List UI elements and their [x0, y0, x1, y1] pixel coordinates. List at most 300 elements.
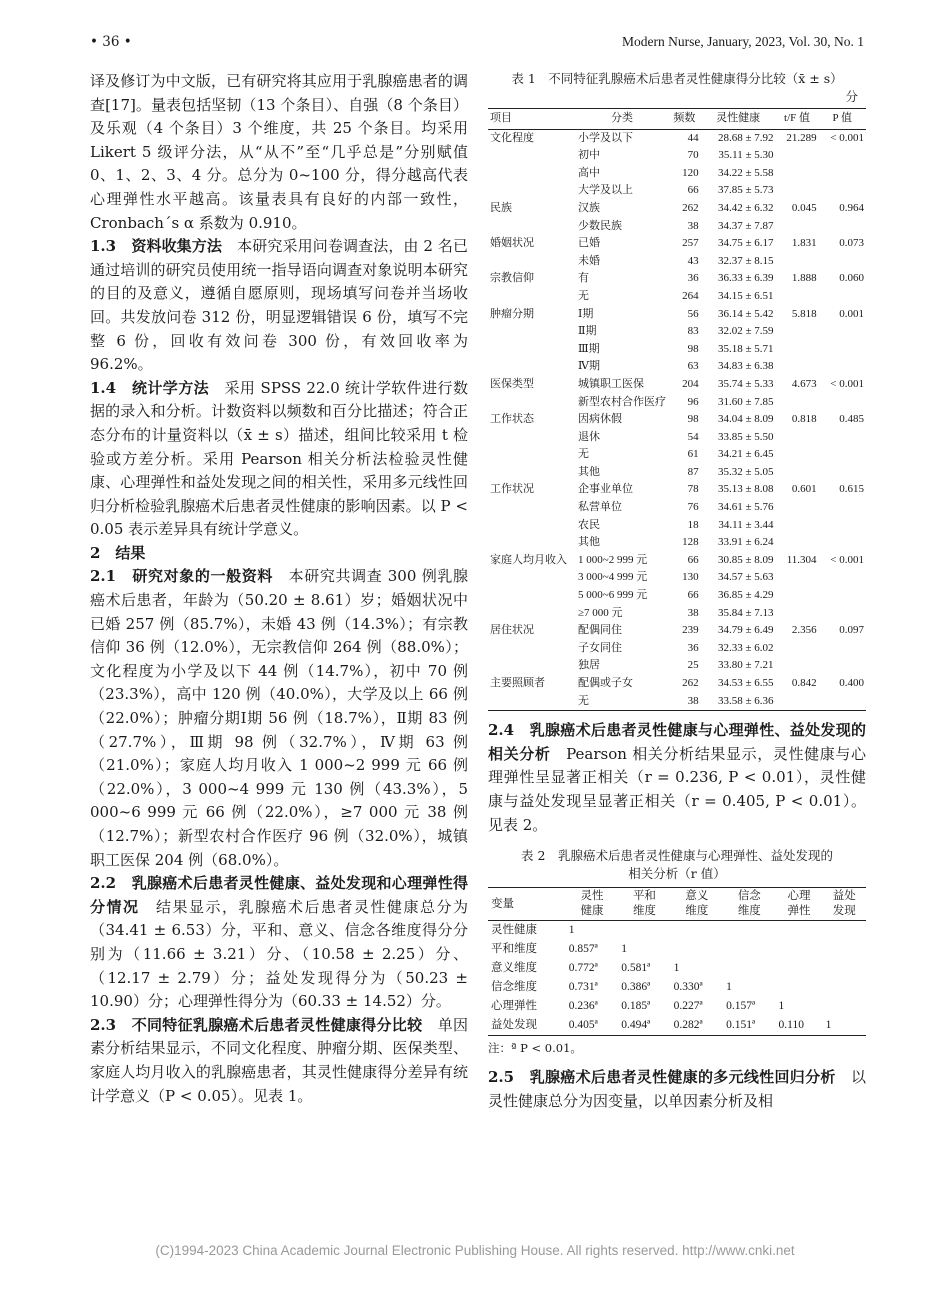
table1-header-cell: 灵性健康 [701, 109, 776, 130]
table-row [488, 587, 866, 605]
table1-cell [776, 517, 819, 535]
table1-cell [819, 464, 866, 482]
table1-cell: 34.83 ± 6.38 [717, 360, 774, 373]
table2-cell: 0.157ª [726, 1000, 756, 1013]
table1-cell [488, 464, 576, 482]
table1-cell [776, 693, 819, 711]
table-row [488, 235, 866, 253]
table1-cell: 无 [578, 448, 589, 461]
table1-caption-text: 表 1 不同特征乳腺癌术后患者灵性健康得分比较（x̄ ± s） [511, 71, 843, 86]
table1-cell [776, 218, 819, 236]
table1-cell: 无 [578, 289, 589, 302]
table1-cell: 98 [687, 342, 699, 355]
table1-cell: 2.356 [791, 624, 817, 637]
table1-cell: 66 [687, 553, 699, 566]
table-row [488, 411, 866, 429]
table1-cell: < 0.001 [830, 553, 864, 566]
table2-cell: 1 [673, 962, 680, 975]
section-heading: 2.5 乳腺癌术后患者灵性健康的多元线性回归分析 [488, 1068, 836, 1087]
table1-header-cell: P 值 [819, 109, 866, 130]
table1-cell: 退休 [578, 430, 600, 443]
paragraph [90, 565, 468, 872]
section-heading: 2.2 乳腺癌术后患者灵性健康、益处发现和心理弹性得分情况 [90, 874, 468, 916]
section-2-5 [488, 1066, 866, 1113]
table1-cell [776, 429, 819, 447]
table-row [488, 165, 866, 183]
table1-cell: 35.32 ± 5.05 [717, 465, 774, 478]
table2-header-cell: 心理 弹性 [776, 888, 823, 921]
table1-cell [819, 358, 866, 376]
table-row [488, 569, 866, 587]
table1-cell: 34.11 ± 3.44 [718, 518, 774, 531]
table2-caption-line1: 表 2 乳腺癌术后患者灵性健康与心理弹性、益处发现的 [521, 848, 833, 864]
table2-cell [618, 921, 670, 941]
table1-cell [488, 429, 576, 447]
table1-cell [819, 165, 866, 183]
table1-cell: 城镇职工医保 [578, 377, 644, 390]
table-row [488, 429, 866, 447]
table1-cell [819, 499, 866, 517]
section-heading: 2 结果 [90, 543, 146, 562]
table1-cell: 1 000~2 999 元 [578, 553, 648, 566]
table2-cell [823, 959, 866, 978]
table1-cell: 少数民族 [578, 219, 622, 232]
table2-cell: 0.110 [778, 1019, 804, 1032]
table1-cell [776, 341, 819, 359]
table-row [488, 200, 866, 218]
table-row [488, 270, 866, 288]
table1-cell: 35.11 ± 5.30 [718, 149, 774, 162]
table1-cell: 宗教信仰 [490, 272, 534, 285]
table1-cell [488, 323, 576, 341]
table1-cell: 36 [687, 641, 699, 654]
table1-header-cell: 频数 [668, 109, 701, 130]
table2-cell: 1 [621, 943, 627, 956]
paragraph [90, 542, 468, 566]
table1-header-cell: 项目 [488, 109, 576, 130]
table1-cell [819, 587, 866, 605]
table-row [488, 959, 866, 978]
table2-header-cell: 变量 [488, 888, 566, 921]
table1-cell: 工作状况 [490, 483, 534, 496]
table1-cell: 汉族 [578, 201, 600, 214]
table1-cell: 0.601 [791, 483, 817, 496]
table1-cell: 76 [687, 501, 699, 514]
table1-cell: 0.615 [839, 483, 864, 496]
table1-cell: 37.85 ± 5.73 [717, 184, 774, 197]
paragraph [90, 70, 468, 235]
table2-cell: 0.405ª [568, 1019, 598, 1032]
table1-cell: 36.14 ± 5.42 [717, 307, 774, 320]
table-row [488, 464, 866, 482]
table1-cell [776, 499, 819, 517]
table2-cell: 1 [825, 1019, 832, 1032]
table2-cell: 0.282ª [673, 1019, 703, 1032]
table1-cell [488, 657, 576, 675]
table1-cell: 已婚 [578, 237, 600, 250]
table1-cell: 工作状态 [490, 413, 534, 426]
table-row [488, 323, 866, 341]
table1-cell: Ⅱ期 [578, 325, 597, 338]
table1-cell: 38 [687, 606, 699, 619]
table1-cell: 35.74 ± 5.33 [717, 377, 774, 390]
table-row [488, 446, 866, 464]
table1-cell [488, 693, 576, 711]
table1-cell [776, 147, 819, 165]
table1-cell [776, 657, 819, 675]
paragraph-text: Pearson 相关分析结果显示，灵性健康与心理弹性呈显著正相关（r = 0.236, P < 0.01），灵性健康与益处发现呈显著正相关（r = 0.405, P < 0.01）。见表 2。 [488, 744, 866, 834]
table1-cell [776, 253, 819, 271]
table1-cell: 33.80 ± 7.21 [717, 659, 774, 672]
table1-cell: 34.57 ± 5.63 [717, 571, 774, 584]
table1-cell [488, 499, 576, 517]
paragraph-text: 以灵性健康总分为因变量，以单因素分析及相 [488, 1068, 866, 1110]
table1-cell: 262 [682, 677, 699, 689]
table1-cell: 独居 [578, 659, 600, 672]
table1-cell: 32.33 ± 6.02 [717, 641, 774, 654]
table1-cell: 33.91 ± 6.24 [717, 536, 774, 549]
table1-cell: 肿瘤分期 [490, 307, 534, 320]
table1-cell: 35.13 ± 8.08 [717, 483, 774, 496]
paragraph-text: 本研究采用问卷调查法，由 2 名已通过培训的研究员使用统一指导语向调查对象说明本研究的目的及意义，遵循自愿原则，现场填写问卷并当场收回。共发放问卷 312 份，明显逻辑错误 6 份，填写不完整 6 份，回收有效问卷 300 份，有效回收率为 96.2%。 [90, 237, 468, 374]
paragraph [90, 377, 468, 542]
table1-cell: 其他 [578, 465, 600, 478]
table2-cell: 益处发现 [491, 1019, 537, 1032]
table1-cell: 因病休假 [578, 413, 622, 426]
table1-cell: 33.58 ± 6.36 [717, 694, 774, 707]
table1-cell: 0.045 [791, 201, 817, 214]
table-row [488, 657, 866, 675]
paragraph-text: 本研究共调查 300 例乳腺癌术后患者，年龄为（50.20 ± 8.61）岁；婚姻状况中已婚 257 例（85.7%），未婚 43 例（14.3%）；有宗教信仰 36 例（12.0%），无宗教信仰 264 例（88.0%）；文化程度为小学及以下 44 例（14.7%），初中 70 例（23.3%），高中 120 例（40.0%），大学及以上 66 例（22.0%）；肿瘤分期Ⅰ期 56 例（18.7%），Ⅱ期 83 例（27.7%），Ⅲ期 98 例（32.7%），Ⅳ期 63 例（21.0%）；家庭人均月收入 1 000~2 999 元 66 例（22.0%），3 000~4 999 元 130 例（43.3%），5 000~6 999 元 66 例（22.0%），≥7 000 元 38 例（12.7%）；新型农村合作医疗 96 例（32.0%），城镇职工医保 204 例（68.0%）。 [90, 567, 468, 869]
table-row [488, 693, 866, 711]
table-row [488, 997, 866, 1016]
table1-cell [819, 569, 866, 587]
table2-cell: 意义维度 [491, 962, 537, 975]
table1-cell: 0.060 [839, 272, 864, 285]
table1-cell: 34.75 ± 6.17 [717, 237, 774, 250]
table1-cell: 0.842 [791, 677, 817, 689]
table2-cell: 灵性健康 [491, 924, 537, 937]
table1-cell: 居住状况 [490, 624, 534, 637]
paragraph-text: 结果显示，乳腺癌术后患者灵性健康总分为（34.41 ± 6.53）分，平和、意义、信念各维度得分分别为（11.66 ± 3.21）分、（10.58 ± 2.25）分、（12.17 ± 2.79）分；益处发现得分为（50.23 ± 10.90）分；心理弹性得分为（60.33 ± 14.52）分。 [90, 897, 468, 1011]
table-row [488, 940, 866, 959]
table2-cell [776, 959, 823, 978]
table1-cell: 11.304 [786, 553, 817, 566]
table1-cell: 25 [687, 659, 699, 672]
table1-cell: 0.073 [839, 237, 864, 250]
table1-cell: 子女同住 [578, 641, 622, 654]
table1-cell: 66 [687, 589, 699, 602]
table2-cell: 0.151ª [726, 1019, 756, 1032]
table-row [488, 1016, 866, 1036]
page-number: • 36 • [90, 34, 132, 50]
table1-cell: 44 [687, 131, 699, 144]
table2-cell [671, 940, 723, 959]
table-row [488, 147, 866, 165]
section-heading: 2.4 乳腺癌术后患者灵性健康与心理弹性、益处发现的相关分析 [488, 721, 866, 763]
table1-cell: 61 [687, 448, 699, 461]
table2-header-cell: 灵性 健康 [566, 888, 618, 921]
table-row [488, 394, 866, 412]
table1-cell: 未婚 [578, 254, 600, 267]
table1-cell [819, 693, 866, 711]
table2 [488, 887, 866, 1036]
table1-cell: 120 [682, 166, 699, 179]
table1-cell: Ⅰ期 [578, 307, 594, 320]
section-heading: 2.3 不同特征乳腺癌术后患者灵性健康得分比较 [90, 1015, 423, 1034]
table1-cell: 小学及以下 [578, 131, 633, 144]
table1-cell [488, 182, 576, 200]
table1-cell [819, 218, 866, 236]
table1-cell: 43 [687, 254, 699, 267]
table2-cell [776, 978, 823, 997]
table2-cell [823, 940, 866, 959]
table2-cell: 0.386ª [621, 981, 651, 994]
table1-cell: 38 [687, 694, 699, 707]
table1-cell: 其他 [578, 536, 600, 549]
section-heading: 2.1 研究对象的一般资料 [90, 567, 273, 586]
table1-cell [776, 605, 819, 623]
table1-cell: 31.60 ± 7.85 [717, 395, 774, 408]
table1-cell [488, 569, 576, 587]
table1-cell [819, 147, 866, 165]
table-row [488, 552, 866, 570]
table1-cell [488, 394, 576, 412]
table1-cell [819, 446, 866, 464]
table1-cell: 239 [682, 624, 699, 637]
table2-cell: 0.857ª [568, 943, 598, 956]
table-row [488, 640, 866, 658]
table2-cell: 0.731ª [568, 981, 598, 994]
table1-cell: 34.53 ± 6.55 [717, 677, 774, 689]
table-row [488, 358, 866, 376]
table1-cell [819, 341, 866, 359]
table1-cell [488, 640, 576, 658]
table2-cell [823, 997, 866, 1016]
table2-cell: 0.772ª [568, 962, 598, 975]
table-row [488, 306, 866, 324]
table1-cell [776, 182, 819, 200]
table-row [488, 978, 866, 997]
table1-cell: 262 [682, 201, 699, 214]
table-row [488, 534, 866, 552]
table1-cell: 36.85 ± 4.29 [717, 589, 774, 602]
table1-cell: 配偶或子女 [578, 677, 633, 689]
table1-cell [819, 657, 866, 675]
table1-cell: 70 [687, 149, 699, 162]
journal-info: Modern Nurse, January, 2023, Vol. 30, No. 1 [622, 34, 864, 49]
table1-cell [488, 358, 576, 376]
table1-cell: 医保类型 [490, 377, 534, 390]
table1-header-cell: 分类 [576, 109, 668, 130]
table1-cell [488, 147, 576, 165]
table2-caption [488, 847, 866, 883]
table2-header-cell: 信念 维度 [723, 888, 775, 921]
table1-cell: Ⅲ期 [578, 342, 600, 355]
table-row [488, 921, 866, 941]
page-header [90, 34, 864, 52]
table1-cell: < 0.001 [830, 377, 864, 390]
table2-cell [723, 940, 775, 959]
table1-cell: 5.818 [791, 307, 817, 320]
table1-cell: 1.831 [791, 237, 817, 250]
table1-cell [776, 446, 819, 464]
table1-cell: 文化程度 [490, 131, 534, 144]
table2-cell: 0.581ª [621, 962, 651, 975]
table1-cell [819, 429, 866, 447]
table1-cell: 35.18 ± 5.71 [717, 342, 774, 355]
table1-cell: Ⅳ期 [578, 360, 600, 373]
table1-cell: 配偶同住 [578, 624, 622, 637]
table1-cell: 78 [687, 483, 699, 496]
table1-cell: 28.68 ± 7.92 [717, 131, 774, 144]
table1-cell: 家庭人均月收入 [490, 553, 567, 566]
table1-cell [488, 446, 576, 464]
table2-cell: 1 [568, 924, 575, 937]
table1-cell: 63 [687, 360, 699, 373]
table2-cell: 0.236ª [568, 1000, 598, 1013]
table2-cell [723, 959, 775, 978]
table1-cell: 高中 [578, 166, 600, 179]
table1-cell: 36.33 ± 6.39 [717, 272, 774, 285]
table1-cell [488, 288, 576, 306]
table-row [488, 517, 866, 535]
table1-cell [776, 323, 819, 341]
table1-cell: 257 [682, 237, 699, 250]
table1-cell: 98 [687, 413, 699, 426]
section-2-4 [488, 719, 866, 837]
table2-header-cell: 益处 发现 [823, 888, 866, 921]
table1-cell: 0.818 [791, 413, 817, 426]
left-column [90, 70, 468, 1108]
table-row [488, 218, 866, 236]
table1-cell: 32.02 ± 7.59 [717, 325, 774, 338]
table2-cell [671, 921, 723, 941]
table1-cell [488, 587, 576, 605]
table-row [488, 481, 866, 499]
table1-cell: 18 [687, 518, 699, 531]
table1-cell [776, 394, 819, 412]
table1-cell: 无 [578, 694, 589, 707]
table1-cell: 3 000~4 999 元 [578, 571, 648, 584]
table2-cell: 0.330ª [673, 981, 703, 994]
table-row [488, 253, 866, 271]
table1-cell [776, 358, 819, 376]
table1-cell [776, 640, 819, 658]
paragraph [90, 872, 468, 1014]
table1-cell: 34.61 ± 5.76 [717, 501, 774, 514]
table1-cell [819, 640, 866, 658]
table1-cell: 私营单位 [578, 501, 622, 514]
table2-caption-line2: 相关分析（r 值） [628, 866, 726, 882]
table1-cell: 32.37 ± 8.15 [717, 254, 774, 267]
table1-cell: 130 [682, 571, 699, 584]
table1-cell: 34.21 ± 6.45 [717, 448, 774, 461]
table2-cell [723, 921, 775, 941]
table1-cell: 56 [687, 307, 699, 320]
table-row [488, 182, 866, 200]
table1-cell [819, 605, 866, 623]
table1-cell: 主要照顾者 [490, 677, 545, 689]
table1-cell: 128 [682, 536, 699, 549]
table-row [488, 675, 866, 693]
table2-cell: 0.494ª [621, 1019, 651, 1032]
table1 [488, 108, 866, 711]
table1-cell: 5 000~6 999 元 [578, 589, 648, 602]
table1-cell [776, 587, 819, 605]
table1-cell: 66 [687, 184, 699, 197]
table1-cell: 34.22 ± 5.58 [717, 166, 774, 179]
table2-cell: 1 [726, 981, 732, 994]
table1-unit: 分 [845, 89, 858, 104]
table1-cell [488, 534, 576, 552]
table1-cell [819, 534, 866, 552]
paragraph-text: 采用 SPSS 22.0 统计学软件进行数据的录入和分析。计数资料以频数和百分比描述；符合正态分布的计量资料以（x̄ ± s）描述，组间比较采用 t 检验或方差分析。采用 Pearson 相关分析法检验灵性健康、心理弹性和益处发现之间的相关性，采用多元线性回归分析检验乳腺癌术后患者灵性健康的影响因素。以 P < 0.05 表示差异具有统计学意义。 [90, 378, 468, 539]
table1-cell [488, 517, 576, 535]
table1-cell [488, 341, 576, 359]
table1-cell [819, 182, 866, 200]
table2-header-cell: 平和 维度 [618, 888, 670, 921]
table1-cell [819, 323, 866, 341]
table1-cell: 1.888 [791, 272, 817, 285]
table1-cell: 34.79 ± 6.49 [717, 624, 774, 637]
table1-cell: 34.42 ± 6.32 [717, 201, 774, 214]
table-row [488, 376, 866, 394]
table1-cell: 0.001 [839, 307, 864, 320]
table1-cell [488, 218, 576, 236]
table1-cell [776, 464, 819, 482]
right-column [488, 70, 866, 1113]
table2-cell: 平和维度 [491, 943, 537, 956]
table1-cell: 0.400 [839, 677, 864, 689]
table1-cell: 34.04 ± 8.09 [717, 413, 774, 426]
table1-cell: 204 [682, 377, 699, 390]
table2-note: 注：ª P < 0.01。 [488, 1041, 582, 1056]
table1-cell: 33.85 ± 5.50 [717, 430, 774, 443]
paragraph [90, 1014, 468, 1108]
table2-cell: 1 [778, 1000, 785, 1013]
table2-cell: 心理弹性 [491, 1000, 537, 1013]
table1-cell: 35.84 ± 7.13 [717, 606, 774, 619]
table1-cell: < 0.001 [830, 131, 864, 144]
paragraph-text: 译及修订为中文版，已有研究将其应用于乳腺癌患者的调查[17]。量表包括坚韧（13 个条目）、自强（8 个条目）及乐观（4 个条目）3 个维度，共 25 个条目。均采用 Likert 5 级评分法，从“从不”至“几乎总是”分别赋值 0、1、2、3、4 分。总分为 0~100 分，得分越高代表心理弹性水平越高。该量表具有良好的内部一致性，Cronbach´s α 系数为 0.910。 [90, 72, 468, 232]
table1-cell: 30.85 ± 8.09 [717, 553, 774, 566]
table2-header-cell: 意义 维度 [671, 888, 723, 921]
table-row [488, 605, 866, 623]
table1-cell [488, 605, 576, 623]
table-row [488, 129, 866, 147]
table-row [488, 288, 866, 306]
table-row [488, 622, 866, 640]
table1-cell: 新型农村合作医疗 [578, 395, 666, 408]
table1-cell: 54 [687, 430, 699, 443]
table1-cell: 4.673 [791, 377, 817, 390]
table1-cell: 36 [687, 272, 699, 285]
table-row [488, 499, 866, 517]
table1-cell: 初中 [578, 149, 600, 162]
table1-cell [488, 253, 576, 271]
table1-cell [819, 253, 866, 271]
table1-cell: 0.097 [839, 624, 864, 637]
table1-cell: 96 [687, 395, 699, 408]
table2-cell: 0.227ª [673, 1000, 703, 1013]
table1-cell: 21.289 [786, 131, 817, 144]
table1-cell: 264 [682, 289, 699, 302]
section-heading: 1.3 资料收集方法 [90, 237, 223, 256]
table1-cell [819, 394, 866, 412]
table1-cell [819, 517, 866, 535]
section-heading: 1.4 统计学方法 [90, 378, 210, 397]
